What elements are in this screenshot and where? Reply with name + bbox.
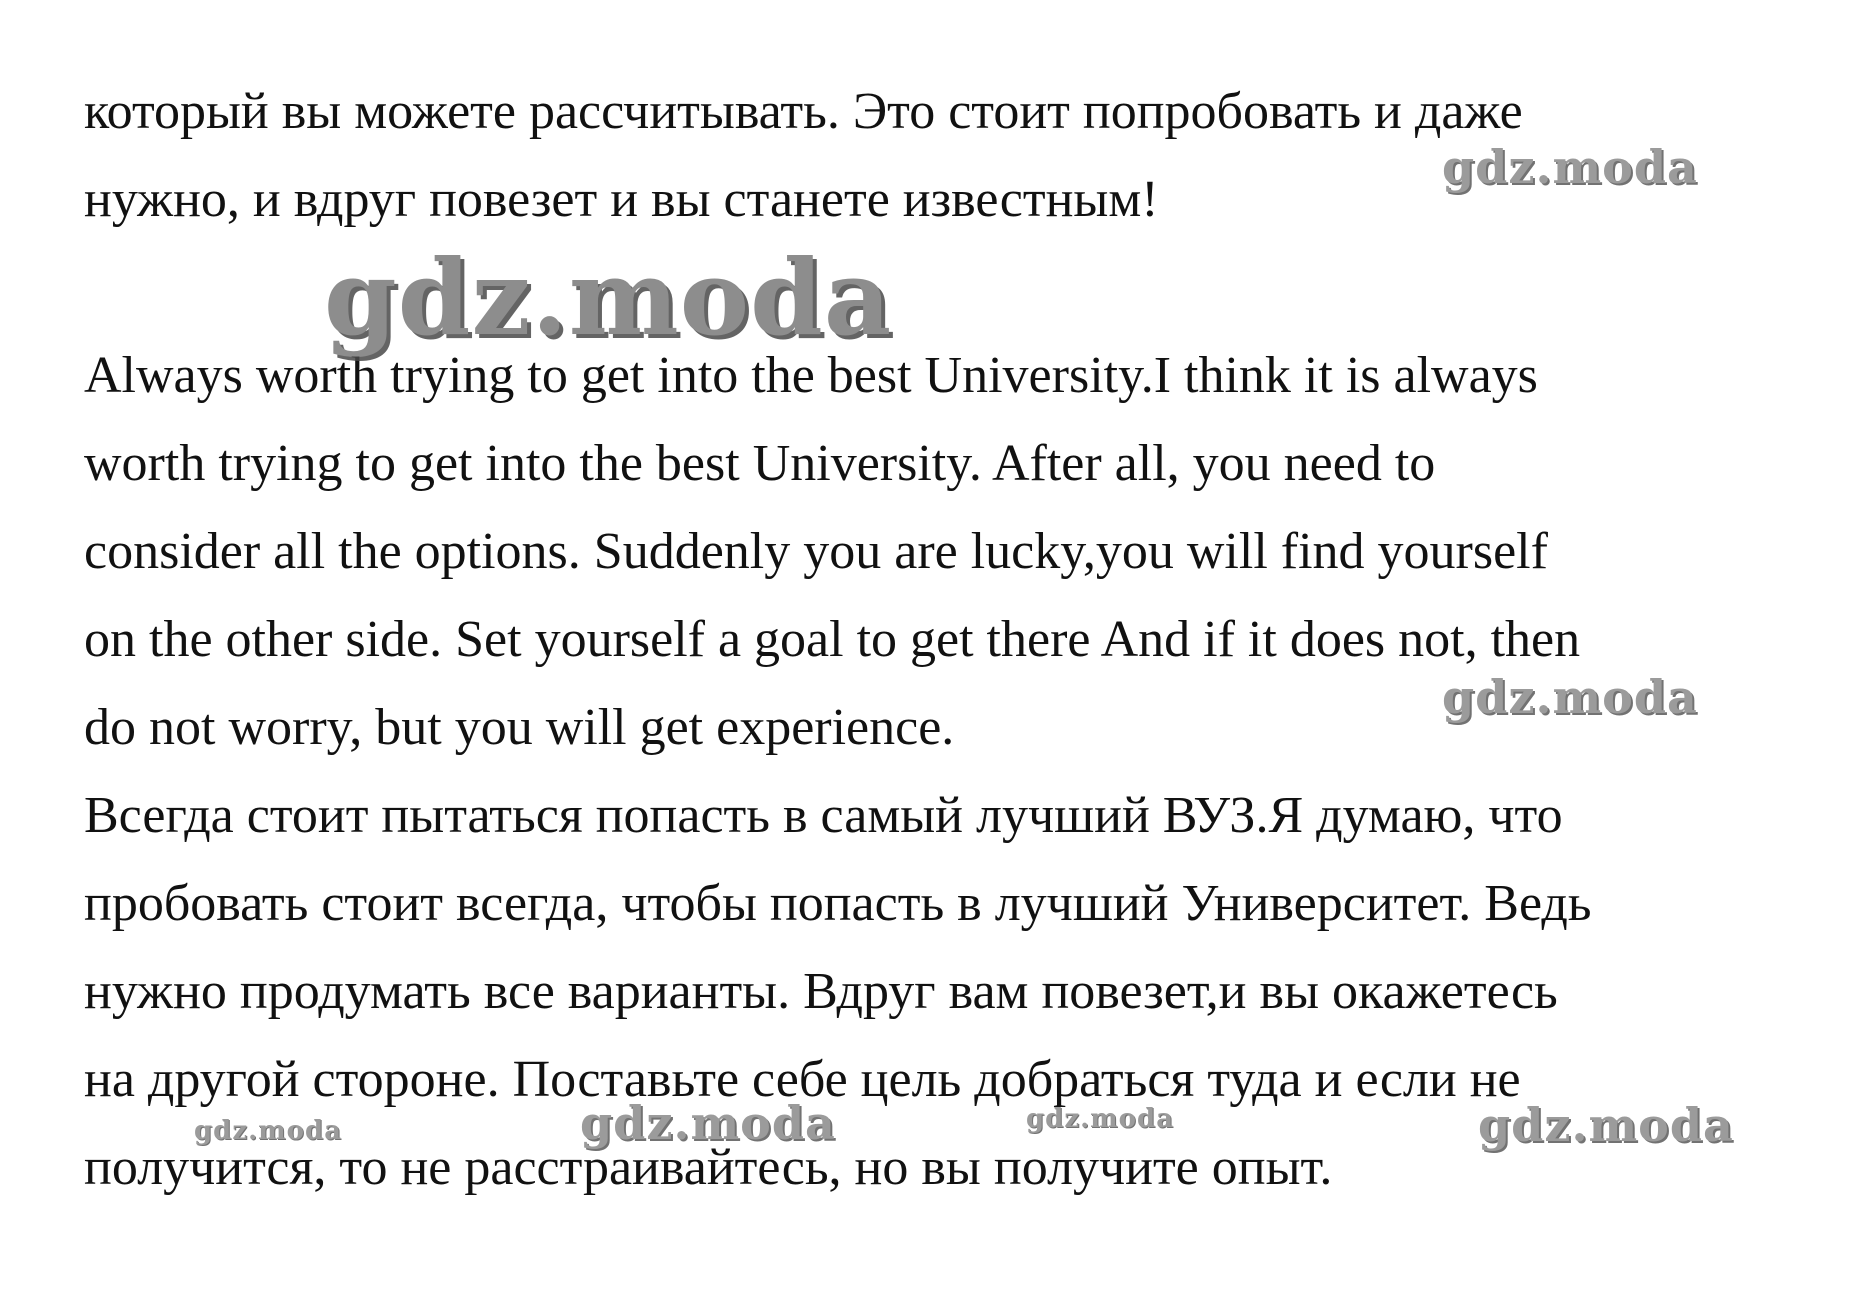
text-line: нужно продумать все варианты. Вдруг вам повезет,и вы окажетесь: [84, 963, 1558, 1020]
text-line: который вы можете рассчитывать. Это стоит попробовать и даже: [84, 83, 1523, 140]
text-line: получится, то не расстраивайтесь, но вы получите опыт.: [84, 1139, 1333, 1196]
watermark: gdz.moda: [324, 236, 893, 359]
watermark: gdz.moda: [580, 1096, 836, 1150]
text-line: on the other side. Set yourself a goal to get there And if it does not, then: [84, 611, 1581, 668]
watermark: gdz.moda: [1026, 1104, 1175, 1134]
text-line: worth trying to get into the best University. After all, you need to: [84, 435, 1436, 492]
watermark: gdz.moda: [1442, 140, 1698, 194]
text-line: нужно, и вдруг повезет и вы станете известным!: [84, 171, 1159, 228]
text-line: пробовать стоит всегда, чтобы попасть в лучший Университет. Ведь: [84, 875, 1592, 932]
watermark: gdz.moda: [194, 1116, 343, 1146]
text-line: consider all the options. Suddenly you are lucky,you will find yourself: [84, 523, 1548, 580]
watermark: gdz.moda: [1442, 670, 1698, 724]
watermark: gdz.moda: [1478, 1098, 1734, 1152]
text-line: do not worry, but you will get experience.: [84, 699, 955, 756]
text-line: Всегда стоит пытаться попасть в самый лучший ВУЗ.Я думаю, что: [84, 787, 1563, 844]
text-line: Always worth trying to get into the best University.I think it is always: [84, 347, 1538, 404]
text-line: на другой стороне. Поставьте себе цель добраться туда и если не: [84, 1051, 1521, 1108]
